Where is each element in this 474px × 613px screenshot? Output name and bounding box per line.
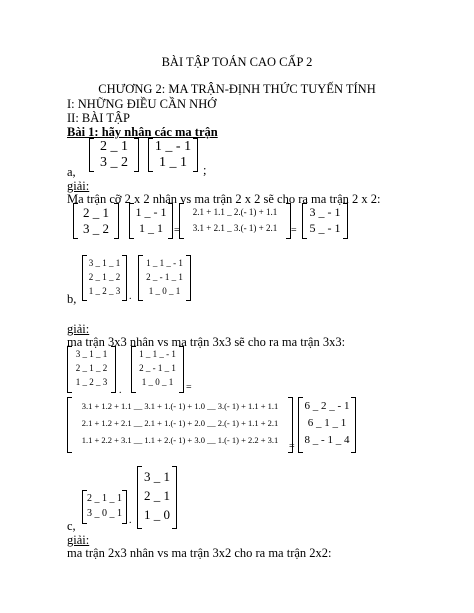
matrix-row: 3 _ 1 _ 1 xyxy=(75,349,108,359)
part-b-label: b, xyxy=(67,292,77,306)
section-heading-1: I: NHỮNG ĐIỀU CẦN NHỚ xyxy=(67,97,217,111)
matrix-row: 3 _ 1 _ 1 xyxy=(88,258,121,268)
matrix-row: 3 _ - 1 xyxy=(309,205,341,219)
matrix-row: 6 _ 2 _ - 1 xyxy=(304,400,350,412)
part-c-label: c, xyxy=(67,519,76,533)
equals-sign: = xyxy=(291,225,297,236)
matrix-a-result xyxy=(302,203,348,239)
multiply-dot: . xyxy=(129,291,132,302)
matrix-row: 2 _ 1 xyxy=(83,205,109,220)
matrix-row: 3 _ 1 xyxy=(144,469,170,484)
matrix-row: 1 _ 2 _ 3 xyxy=(88,286,121,296)
matrix-row: 3.1 + 2.1 _ 3.(- 1) + 2.1 xyxy=(192,223,278,233)
equals-sign: = xyxy=(289,441,295,452)
matrix-a-right xyxy=(148,138,198,172)
matrix-row: 5 _ - 1 xyxy=(309,221,341,235)
matrix-row: 2 _ - 1 _ 1 xyxy=(146,272,183,282)
matrix-row: 1 _ 1 _ - 1 xyxy=(139,349,176,359)
matrix-b-right xyxy=(138,255,191,301)
matrix-b-p1 xyxy=(67,346,116,393)
equals-sign: = xyxy=(174,225,180,236)
equals-sign: = xyxy=(186,382,192,393)
matrix-c-left xyxy=(82,490,127,524)
matrix-b-left xyxy=(82,255,127,301)
section-heading-2: II: BÀI TẬP xyxy=(67,111,130,125)
matrix-row: 1 _ 0 _ 1 xyxy=(148,286,181,296)
matrix-row: 3 _ 0 _ 1 xyxy=(87,508,122,519)
part-b-description: ma trận 3x3 nhân vs ma trận 3x3 sẽ cho ra ma trận 3x3: xyxy=(67,335,346,349)
matrix-a-products xyxy=(179,203,291,239)
matrix-row: 2 _ - 1 _ 1 xyxy=(139,363,176,373)
matrix-row: 3 _ 2 xyxy=(100,155,128,170)
matrix-row: 1 _ 1 _ - 1 xyxy=(146,258,183,268)
chapter-heading: CHƯƠNG 2: MA TRẬN-ĐỊNH THỨC TUYẾN TÍNH xyxy=(98,82,376,96)
matrix-row: 1 _ 1 xyxy=(139,221,163,235)
matrix-c-right xyxy=(137,466,177,529)
matrix-row: 1 _ - 1 xyxy=(135,205,167,219)
matrix-row: 3.1 + 1.2 + 1.1 __ 3.1 + 1.(- 1) + 1.0 __ 3.(- 1) + 1.1 + 1.1 xyxy=(81,401,279,411)
multiply-dot: . xyxy=(129,515,132,526)
part-a-solution-label: giải: xyxy=(67,179,90,193)
matrix-row: 6 _ 1 _ 1 xyxy=(307,417,347,429)
part-b-solution-label: giải: xyxy=(67,322,90,336)
matrix-row: 2 _ 1 xyxy=(144,488,170,503)
matrix-row: 2.1 + 1.1 _ 2.(- 1) + 1.1 xyxy=(192,207,278,217)
part-c-description: ma trận 2x3 nhân vs ma trận 3x2 cho ra ma trận 2x2: xyxy=(67,546,332,560)
matrix-row: 1 _ 2 _ 3 xyxy=(75,377,108,387)
multiply-dot: . xyxy=(119,385,122,396)
matrix-a-p1 xyxy=(73,203,119,239)
matrix-row: 2 _ 1 _ 2 xyxy=(75,363,108,373)
matrix-row: 1 _ 0 xyxy=(144,507,170,522)
matrix-row: 2 _ 1 _ 1 xyxy=(87,493,122,504)
matrix-row: 3 _ 2 xyxy=(83,221,109,236)
part-a-label: a, xyxy=(67,165,76,179)
matrix-row: 2 _ 1 _ 2 xyxy=(88,272,121,282)
matrix-row: 1 _ - 1 xyxy=(154,139,192,154)
matrix-b-result xyxy=(298,397,356,453)
matrix-b-p2 xyxy=(131,346,184,393)
matrix-row: 8 _ - 1 _ 4 xyxy=(304,434,350,446)
document-title: BÀI TẬP TOÁN CAO CẤP 2 xyxy=(161,55,313,69)
matrix-row: 1.1 + 2.2 + 3.1 __ 1.1 + 2.(- 1) + 3.0 __ 1.(- 1) + 2.2 + 3.1 xyxy=(81,435,279,445)
part-a-trail: ; xyxy=(203,163,207,177)
part-c-solution-label: giải: xyxy=(67,533,90,547)
matrix-row: 1 _ 1 xyxy=(159,155,187,170)
matrix-row: 2.1 + 1.2 + 2.1 __ 2.1 + 1.(- 1) + 2.0 __ 2.(- 1) + 1.1 + 2.1 xyxy=(81,418,279,428)
matrix-a-left xyxy=(89,138,139,172)
matrix-row: 1 _ 0 _ 1 xyxy=(141,377,174,387)
part-a-description: Ma trận cỡ 2 x 2 nhân vs ma trận 2 x 2 sẽ cho ra ma trận 2 x 2: xyxy=(67,192,381,206)
matrix-row: 2 _ 1 xyxy=(100,139,128,154)
matrix-b-products xyxy=(67,397,293,453)
exercise-heading: Bài 1: hãy nhân các ma trận xyxy=(67,125,218,139)
matrix-a-p2 xyxy=(129,203,173,239)
